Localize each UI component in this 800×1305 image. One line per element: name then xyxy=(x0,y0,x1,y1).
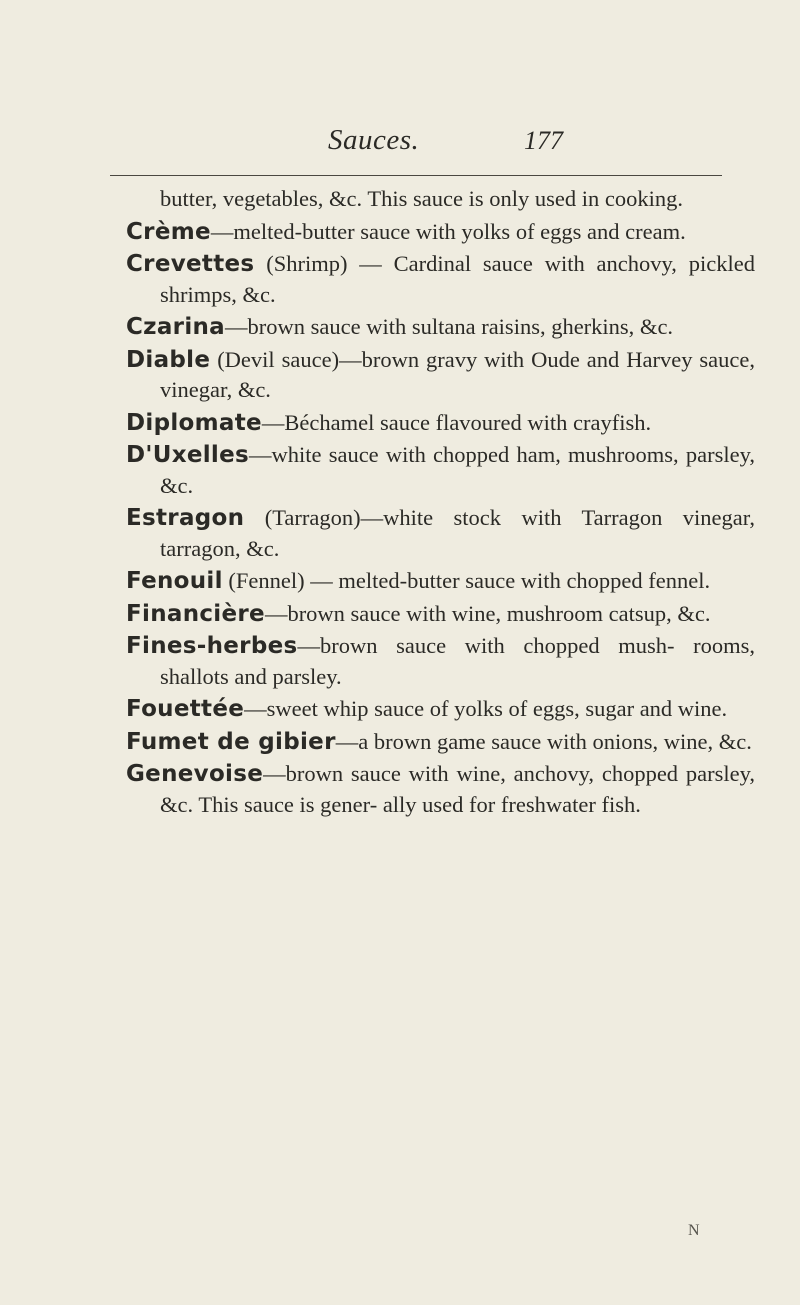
glossary-entry xyxy=(126,440,755,501)
entry-term: Financière xyxy=(126,600,265,627)
header-rule xyxy=(110,175,722,176)
entry-term: Fouettée xyxy=(126,696,245,722)
entry-term: Diplomate xyxy=(126,409,262,436)
entry-definition: (Shrimp) — Cardinal sauce with anchovy, pickled shrimps, &c. xyxy=(160,251,755,307)
page-title: Sauces. xyxy=(328,124,420,156)
glossary-entry xyxy=(126,631,755,692)
entry-definition: —melted-butter sauce with yolks of eggs and cream. xyxy=(210,218,686,244)
entry-term: Czarina xyxy=(126,314,226,340)
entry-term: Crème xyxy=(126,218,211,245)
entry-term: Fines-herbes xyxy=(126,633,298,659)
entry-definition: —brown sauce with wine, anchovy, chopped parsley, &c. This sauce is gener- ally used for freshwater fish. xyxy=(160,761,755,817)
entry-term: Genevoise xyxy=(126,761,264,787)
glossary-entry xyxy=(126,759,755,820)
glossary-entry xyxy=(126,694,755,725)
continued-paragraph: butter, vegetables, &c. This sauce is only used in cooking. xyxy=(160,186,683,211)
entry-term: Estragon xyxy=(126,505,245,531)
entry-definition: (Devil sauce)—brown gravy with Oude and Harvey sauce, vinegar, &c. xyxy=(160,346,755,402)
entry-definition: —a brown game sauce with onions, wine, &c. xyxy=(335,728,752,754)
glossary-entry xyxy=(126,408,755,439)
glossary-entry xyxy=(126,503,755,564)
glossary-entry xyxy=(126,249,755,310)
glossary-entry xyxy=(126,345,755,406)
glossary-entry xyxy=(126,599,755,630)
glossary-list xyxy=(0,184,800,822)
entry-definition: —brown sauce with sultana raisins, gherkins, &c. xyxy=(225,314,674,339)
entry-definition: —brown sauce with wine, mushroom catsup, &c. xyxy=(264,600,711,626)
glossary-entry xyxy=(126,312,755,343)
running-head xyxy=(0,122,800,162)
entry-definition: —white sauce with chopped ham, mushrooms, parsley, &c. xyxy=(160,442,755,498)
entry-definition: —sweet whip sauce of yolks of eggs, sugar and wine. xyxy=(244,696,728,721)
signature-mark: N xyxy=(688,1222,700,1239)
page-number: 177 xyxy=(524,126,563,155)
entry-term: Diable xyxy=(126,346,211,373)
entry-definition: (Fennel) — melted-butter sauce with chopped fennel. xyxy=(222,568,711,593)
entry-definition: —Béchamel sauce flavoured with crayfish. xyxy=(261,409,652,435)
entry-term: Fenouil xyxy=(126,568,223,594)
entry-definition: (Tarragon)—white stock with Tarragon vinegar, tarragon, &c. xyxy=(160,505,755,561)
glossary-entry xyxy=(126,566,755,597)
entry-term: Fumet de gibier xyxy=(126,728,336,755)
glossary-entry xyxy=(126,727,755,758)
entry-term: Crevettes xyxy=(126,251,255,277)
glossary-entry xyxy=(126,217,755,248)
entry-definition: —brown sauce with chopped mush- rooms, shallots and parsley. xyxy=(160,633,755,689)
entry-term: D'Uxelles xyxy=(126,442,250,468)
